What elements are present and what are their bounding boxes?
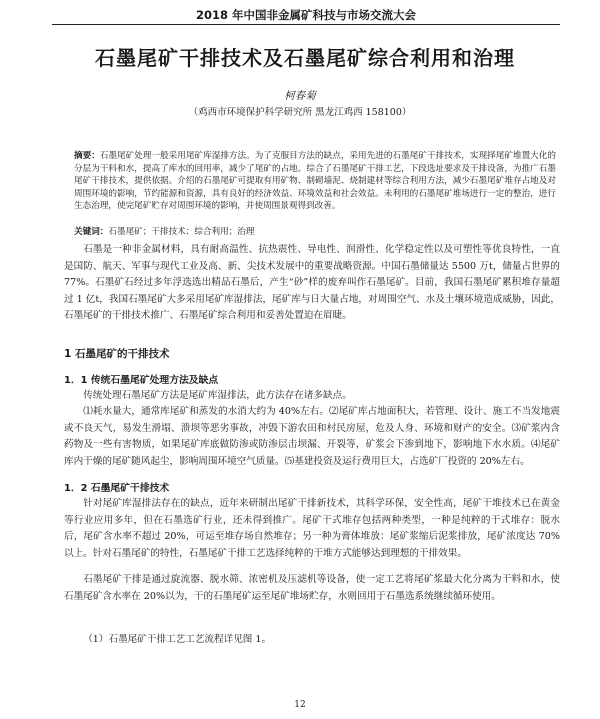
author-affiliation: （鸡西市环境保护科学研究所 黑龙江鸡西 158100） xyxy=(188,107,412,118)
abstract xyxy=(74,150,556,213)
figure-reference: （1）石墨尾矿干排工艺工艺流程详见图 1。 xyxy=(83,634,272,645)
section-1-2-body-2: 石墨尾矿干排是通过旋流器、脱水筛、浓密机及压滤机等设备，使一定工艺将尾矿浆最大化分离为干料和水，使石墨尾矿含水率在 20%以为，干的石墨尾矿运至尾矿堆场贮存，水则回用于石墨选系统继续循环使用。 xyxy=(64,574,560,602)
keywords-label: 关键词： xyxy=(74,227,109,237)
article-title: 石墨尾矿干排技术及石墨尾矿综合利用和治理 xyxy=(95,46,515,70)
author-name: 柯春菊 xyxy=(284,90,316,102)
intro-paragraph: 石墨是一种非金属材料，具有耐高温性、抗热震性、导电性、润滑性、化学稳定性以及可塑性等优良特性，一直是国防、航天、军事与现代工业及高、新、尖技术发展中的重要战略资源。中国石墨储量达 5500 万t，储量占世界的 77%。石墨矿石经过多年浮选选出精品石墨后，产生“砂”样的废弃叫作石墨尾矿。目前，我国石墨尾矿累积堆存量超过 1 亿t，我国石墨尾矿大多采用尾矿库湿排法，尾矿库与日大量占地，对周围空气、水及土壤环境造成威胁，因此，石墨尾矿的干排技术推广、石墨尾矿综合利用和妥善处置迫在眉睫。 xyxy=(64,244,560,321)
section-1-2-body: 针对尾矿库湿排法存在的缺点，近年来研制出尾矿干排新技术，其科学环保，安全性高，尾矿干堆技术已在黄金等行业应用多年，但在石墨选矿行业，还未得到推广。尾矿干式堆存包括两种类型，一种是纯粹的干式堆存：脱水后，尾矿含水率不超过 20%，可运至堆存场自然堆存；另一种为膏体堆放：尾矿浆缩后泥浆排放，尾矿浓度达 70%以上。针对石墨尾矿的特性，石墨尾矿干排工艺选择纯粹的干堆方式能够达到理想的干排效果。 xyxy=(64,498,560,559)
section-1-heading: 1 石墨尾矿的干排技术 xyxy=(64,348,170,360)
section-1-2-heading: 1．2 石墨尾矿干排技术 xyxy=(64,483,170,494)
abstract-label: 摘要： xyxy=(74,151,100,161)
abstract-text: 石墨尾矿处理一般采用尾矿库湿排方法。为了克服目方法的缺点，采用先进的石墨尾矿干排技术，实现择尾矿堆置大化的分层为干料和水，提高了库水的回用率，减少了尾矿的占地。综合了石墨尾矿干排工艺，下段选址要求及干排设备，为推广石墨尾矿干排技术，提供依据。介绍的石墨尾矿可提取有用矿物、制砌墙泥、烧制建材等综合利用方法，减少石墨尾矿堆存占地及对周围环境的影响，节约能源和资源，具有良好的经济效益、环境效益和社会效益。未利用的石墨尾矿堆场进行一定的整治，进行生态治理，使完尾矿贮存对周围环境的影响，并使周围景观得到改善。 xyxy=(74,151,556,212)
page-number: 12 xyxy=(294,700,306,710)
section-1-1-body: ⑴耗水量大，通常库尾矿和蒸发的水消大约为 40%左右。⑵尾矿库占地面积大，若管理、设计、施工不当发地震或不良天气，易发生滑塌、溃坝等恶劣事故，冲毁下游农田和村民房屋，危及人身、环境和财产的安全。⑶矿浆内含药物及一些有害物质，如果尾矿库底做防渗或防渗层击坝漏、开裂等，矿浆会下渗到地下，影响地下水水质。⑷尾矿库内干燥的尾矿随风起尘，影响周围环境空气质量。⑸基建投资及运行费用巨大，占选矿厂投资的 20%左右。 xyxy=(64,406,560,467)
keywords-text: 石墨尾矿；干排技术；综合利用；治理 xyxy=(108,227,255,237)
section-1-1-heading: 1．1 传统石墨尾矿处理方法及缺点 xyxy=(64,375,219,386)
section-1-1-intro: 传统处理石墨尾矿方法是尾矿库湿排法，此方法存在诸多缺点。 xyxy=(83,390,352,401)
running-header: 2018 年中国非金属矿科技与市场交流大会 xyxy=(52,6,560,25)
keywords xyxy=(74,226,556,238)
